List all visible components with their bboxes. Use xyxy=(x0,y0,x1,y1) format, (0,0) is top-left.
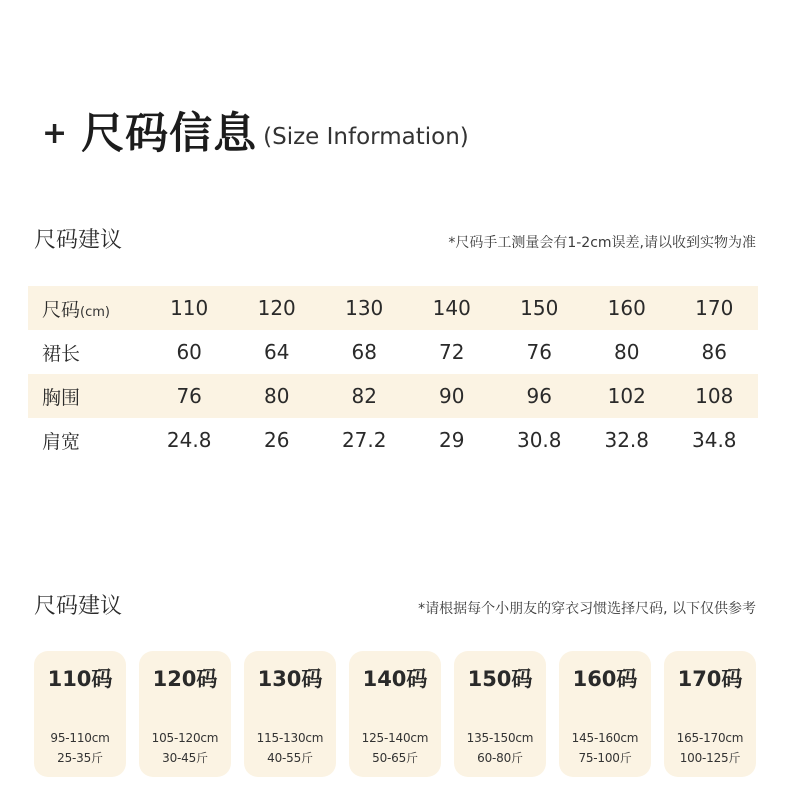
height-range: 125-140cm xyxy=(361,731,429,745)
size-suggestion-cards xyxy=(34,651,756,777)
table-cell: 108 xyxy=(695,384,734,408)
size-code: 150码 xyxy=(467,667,533,691)
table-cell: 80 xyxy=(614,340,640,364)
section-title: 尺码建议 xyxy=(34,594,123,619)
row-label: 胸围 xyxy=(42,386,81,409)
size-code: 130码 xyxy=(257,667,323,691)
row-label: 肩宽 xyxy=(42,430,81,453)
page-subtitle: (Size Information) xyxy=(263,123,469,150)
table-cell: 76 xyxy=(176,384,202,408)
height-range: 115-130cm xyxy=(256,731,324,745)
weight-range: 25-35斤 xyxy=(57,751,103,765)
size-suggestion-section-header xyxy=(34,592,756,622)
table-cell: 82 xyxy=(351,384,377,408)
height-range: 95-110cm xyxy=(50,731,110,745)
table-cell: 120 xyxy=(257,296,296,320)
row-label-unit: (cm) xyxy=(80,304,110,320)
table-cell: 160 xyxy=(607,296,646,320)
size-card xyxy=(559,651,651,777)
table-cell: 140 xyxy=(432,296,471,320)
height-range: 165-170cm xyxy=(676,731,744,745)
table-cell: 130 xyxy=(345,296,384,320)
table-cell: 110 xyxy=(170,296,209,320)
reference-note: *请根据每个小朋友的穿衣习惯选择尺码, 以下仅供参考 xyxy=(418,601,756,617)
size-card xyxy=(244,651,336,777)
size-table-section-header xyxy=(34,226,756,256)
table-cell: 34.8 xyxy=(692,428,737,452)
size-code: 110码 xyxy=(47,667,113,691)
table-cell: 102 xyxy=(607,384,646,408)
weight-range: 40-55斤 xyxy=(267,751,313,765)
table-cell: 86 xyxy=(701,340,727,364)
table-row xyxy=(28,374,758,418)
page-header xyxy=(42,108,469,160)
table-cell: 80 xyxy=(263,384,290,408)
table-cell: 72 xyxy=(439,340,465,364)
weight-range: 100-125斤 xyxy=(679,751,741,765)
table-row xyxy=(28,330,758,374)
height-range: 145-160cm xyxy=(571,731,639,745)
table-row xyxy=(28,418,758,462)
table-row xyxy=(28,286,758,330)
table-cell: 26 xyxy=(263,428,290,452)
table-cell: 32.8 xyxy=(604,428,650,452)
table-cell: 64 xyxy=(263,340,290,364)
size-card xyxy=(139,651,231,777)
table-cell: 30.8 xyxy=(516,428,562,452)
table-cell: 68 xyxy=(351,340,377,364)
weight-range: 75-100斤 xyxy=(578,751,632,765)
size-code: 160码 xyxy=(572,667,638,691)
size-code: 120码 xyxy=(152,667,218,691)
table-cell: 24.8 xyxy=(166,428,212,452)
measurement-note: *尺码手工测量会有1-2cm误差,请以收到实物为准 xyxy=(448,235,756,251)
size-card xyxy=(349,651,441,777)
weight-range: 60-80斤 xyxy=(477,751,523,765)
height-range: 105-120cm xyxy=(151,731,219,745)
table-cell: 60 xyxy=(176,340,202,364)
size-card xyxy=(34,651,126,777)
size-code: 170码 xyxy=(677,667,743,691)
table-cell: 76 xyxy=(526,340,552,364)
section-title: 尺码建议 xyxy=(34,228,123,253)
row-label: 尺码(cm) xyxy=(42,298,110,321)
table-cell: 29 xyxy=(439,428,465,452)
table-cell: 27.2 xyxy=(341,428,387,452)
weight-range: 50-65斤 xyxy=(372,751,418,765)
height-range: 135-150cm xyxy=(466,731,534,745)
plus-icon: + xyxy=(42,116,68,151)
table-cell: 96 xyxy=(526,384,552,408)
page-title: 尺码信息 xyxy=(81,108,258,159)
table-cell: 170 xyxy=(695,296,734,320)
size-card xyxy=(454,651,546,777)
table-cell: 90 xyxy=(439,384,465,408)
table-cell: 150 xyxy=(520,296,559,320)
size-code: 140码 xyxy=(362,667,428,691)
size-table xyxy=(28,286,758,462)
size-card xyxy=(664,651,756,777)
row-label: 裙长 xyxy=(42,342,81,365)
weight-range: 30-45斤 xyxy=(162,751,208,765)
